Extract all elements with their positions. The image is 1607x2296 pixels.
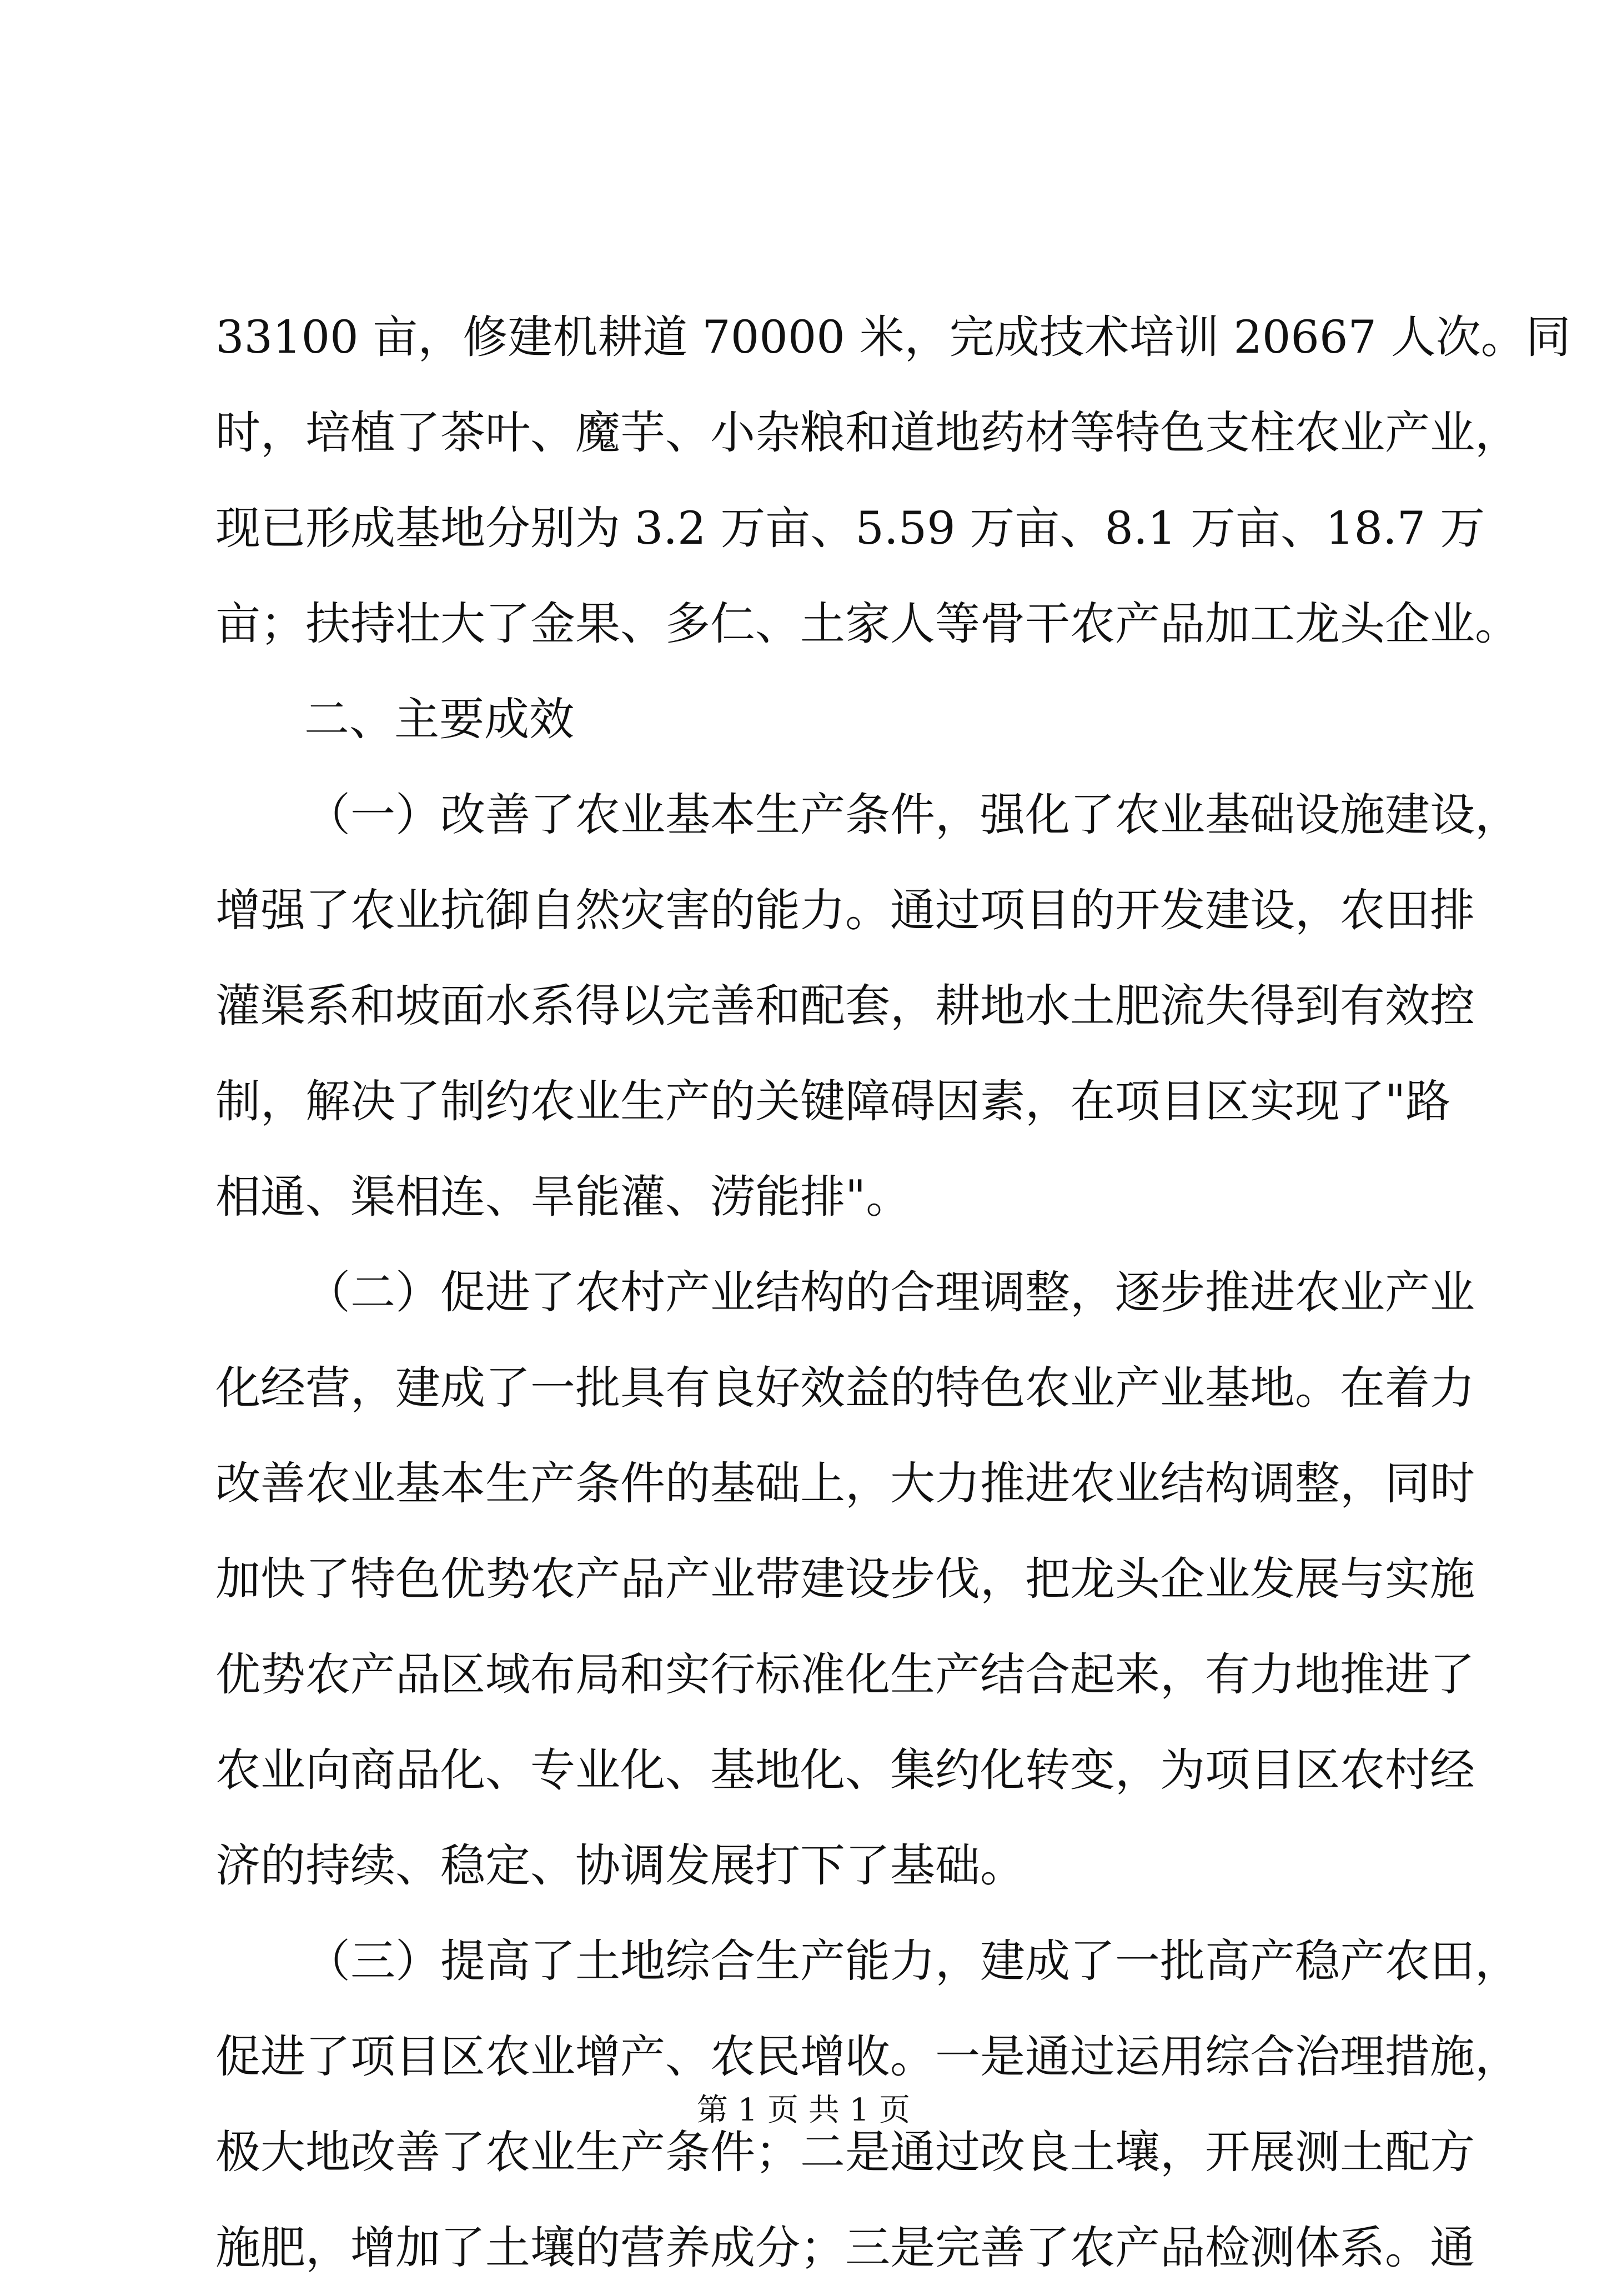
text-line: （二）促进了农村产业结构的合理调整，逐步推进农业产业 xyxy=(305,1267,1475,1319)
text-line: 促进了项目区农业增产、农民增收。一是通过运用综合治理措施， xyxy=(215,2031,1520,2083)
text-line: 农业向商品化、专业化、基地化、集约化转变，为项目区农村经 xyxy=(215,1744,1475,1797)
text-line: 33100 亩，修建机耕道 70000 米，完成技术培训 20667 人次。同 xyxy=(215,312,1571,364)
text-line: 极大地改善了农业生产条件；二是通过改良土壤，开展测土配方 xyxy=(215,2127,1475,2179)
text-line: 时，培植了茶叶、魔芋、小杂粮和道地药材等特色支柱农业产业， xyxy=(215,407,1520,459)
text-line: 亩；扶持壮大了金果、多仁、土家人等骨干农产品加工龙头企业。 xyxy=(215,598,1520,650)
text-line: （一）改善了农业基本生产条件，强化了农业基础设施建设， xyxy=(305,789,1520,841)
text-line: （三）提高了土地综合生产能力，建成了一批高产稳产农田， xyxy=(305,1936,1520,1988)
text-line: 化经营，建成了一批具有良好效益的特色农业产业基地。在着力 xyxy=(215,1362,1475,1415)
text-line: 改善农业基本生产条件的基础上，大力推进农业结构调整，同时 xyxy=(215,1458,1475,1510)
text-line: 现已形成基地分别为 3.2 万亩、5.59 万亩、8.1 万亩、18.7 万 xyxy=(215,503,1485,555)
text-line: 增强了农业抗御自然灾害的能力。通过项目的开发建设，农田排 xyxy=(215,885,1475,937)
text-line: 制，解决了制约农业生产的关键障碍因素，在项目区实现了"路 xyxy=(215,1076,1451,1128)
document-body xyxy=(215,290,1571,2296)
text-line: 济的持续、稳定、协调发展打下了基础。 xyxy=(215,1840,1026,1892)
text-line: 优势农产品区域布局和实行标准化生产结合起来，有力地推进了 xyxy=(215,1649,1475,1701)
text-line: 相通、渠相连、旱能灌、涝能排"。 xyxy=(215,1171,911,1224)
text-line: 加快了特色优势农产品产业带建设步伐，把龙头企业发展与实施 xyxy=(215,1553,1475,1606)
text-line: 施肥，增加了土壤的营养成分；三是完善了农产品检测体系。通 xyxy=(215,2222,1475,2274)
paragraph-2 xyxy=(215,1245,1475,1914)
section-heading: 二、主要成效 xyxy=(304,694,575,746)
paragraph-intro xyxy=(215,290,1571,672)
page-footer: 第 1 页 共 1 页 xyxy=(696,2092,911,2128)
text-line: 灌渠系和坡面水系得以完善和配套，耕地水土肥流失得到有效控 xyxy=(215,980,1475,1032)
paragraph-1 xyxy=(215,768,1520,1245)
